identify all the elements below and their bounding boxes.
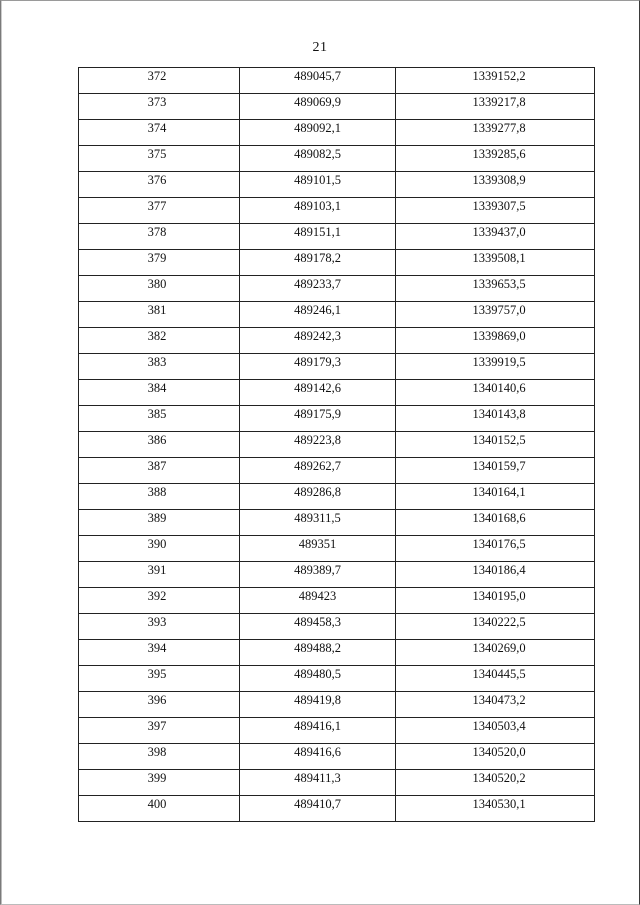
table-row (79, 250, 595, 276)
point-number-cell (79, 250, 240, 276)
y-coordinate-cell (396, 68, 595, 94)
x-coordinate-cell-value: 489311,5 (294, 511, 341, 525)
y-coordinate-cell-value: 1340176,5 (472, 537, 526, 551)
y-coordinate-cell (396, 172, 595, 198)
point-number-cell (79, 146, 240, 172)
y-coordinate-cell-value: 1340164,1 (472, 485, 526, 499)
table-row (79, 458, 595, 484)
point-number-cell-value: 376 (147, 173, 167, 187)
y-coordinate-cell-value: 1339308,9 (472, 173, 526, 187)
y-coordinate-cell-value: 1340473,2 (472, 693, 526, 707)
x-coordinate-cell-value: 489419,8 (294, 693, 341, 707)
x-coordinate-cell-value: 489246,1 (294, 303, 341, 317)
point-number-cell-value: 380 (147, 277, 167, 291)
point-number-cell (79, 588, 240, 614)
y-coordinate-cell (396, 302, 595, 328)
table-row (79, 562, 595, 588)
table-row (79, 692, 595, 718)
table-row (79, 406, 595, 432)
point-number-cell (79, 692, 240, 718)
point-number-cell-value: 400 (147, 797, 167, 811)
x-coordinate-cell-value: 489082,5 (294, 147, 341, 161)
point-number-cell-value: 388 (147, 485, 167, 499)
page-number: 21 (312, 40, 328, 55)
x-coordinate-cell (240, 744, 396, 770)
table-row (79, 744, 595, 770)
table-row (79, 640, 595, 666)
y-coordinate-cell-value: 1340159,7 (472, 459, 526, 473)
point-number-cell-value: 396 (147, 693, 167, 707)
y-coordinate-cell-value: 1339307,5 (472, 199, 526, 213)
point-number-cell-value: 389 (147, 511, 167, 525)
point-number-cell-value: 374 (147, 121, 167, 135)
table-row (79, 224, 595, 250)
y-coordinate-cell-value: 1340168,6 (472, 511, 526, 525)
y-coordinate-cell (396, 198, 595, 224)
table-row (79, 536, 595, 562)
point-number-cell-value: 384 (147, 381, 167, 395)
x-coordinate-cell-value: 489242,3 (294, 329, 341, 343)
x-coordinate-cell (240, 172, 396, 198)
point-number-cell (79, 718, 240, 744)
y-coordinate-cell (396, 796, 595, 822)
point-number-cell (79, 640, 240, 666)
y-coordinate-cell (396, 276, 595, 302)
point-number-cell (79, 510, 240, 536)
x-coordinate-cell-value: 489488,2 (294, 641, 341, 655)
x-coordinate-cell-value: 489416,1 (294, 719, 341, 733)
x-coordinate-cell-value: 489351 (298, 537, 337, 551)
y-coordinate-cell (396, 536, 595, 562)
x-coordinate-cell (240, 484, 396, 510)
x-coordinate-cell (240, 588, 396, 614)
y-coordinate-cell (396, 146, 595, 172)
x-coordinate-cell-value: 489411,3 (294, 771, 341, 785)
table-row (79, 588, 595, 614)
x-coordinate-cell (240, 68, 396, 94)
x-coordinate-cell-value: 489045,7 (294, 69, 341, 83)
x-coordinate-cell-value: 489069,9 (294, 95, 341, 109)
point-number-cell (79, 536, 240, 562)
point-number-cell-value: 385 (147, 407, 167, 421)
x-coordinate-cell-value: 489142,6 (294, 381, 341, 395)
y-coordinate-cell (396, 406, 595, 432)
point-number-cell (79, 484, 240, 510)
table-row (79, 302, 595, 328)
x-coordinate-cell-value: 489458,3 (294, 615, 341, 629)
y-coordinate-cell (396, 588, 595, 614)
point-number-cell (79, 198, 240, 224)
y-coordinate-cell-value: 1339285,6 (472, 147, 526, 161)
point-number-cell-value: 387 (147, 459, 167, 473)
point-number-cell-value: 392 (147, 589, 167, 603)
y-coordinate-cell (396, 510, 595, 536)
y-coordinate-cell-value: 1339869,0 (472, 329, 526, 343)
x-coordinate-cell (240, 562, 396, 588)
y-coordinate-cell-value: 1340143,8 (472, 407, 526, 421)
x-coordinate-cell (240, 458, 396, 484)
point-number-cell (79, 796, 240, 822)
y-coordinate-cell-value: 1340445,5 (472, 667, 526, 681)
point-number-cell (79, 120, 240, 146)
point-number-cell (79, 94, 240, 120)
point-number-cell (79, 406, 240, 432)
point-number-cell (79, 224, 240, 250)
x-coordinate-cell (240, 692, 396, 718)
y-coordinate-cell-value: 1340269,0 (472, 641, 526, 655)
x-coordinate-cell (240, 224, 396, 250)
point-number-cell (79, 380, 240, 406)
table-row (79, 718, 595, 744)
table-row (79, 666, 595, 692)
y-coordinate-cell-value: 1339919,5 (472, 355, 526, 369)
y-coordinate-cell-value: 1339757,0 (472, 303, 526, 317)
point-number-cell-value: 381 (147, 303, 167, 317)
x-coordinate-cell (240, 796, 396, 822)
x-coordinate-cell-value: 489179,3 (294, 355, 341, 369)
table-row (79, 146, 595, 172)
point-number-cell-value: 383 (147, 355, 167, 369)
table-row (79, 94, 595, 120)
point-number-cell (79, 666, 240, 692)
x-coordinate-cell-value: 489410,7 (294, 797, 341, 811)
point-number-cell-value: 399 (147, 771, 167, 785)
x-coordinate-cell (240, 640, 396, 666)
x-coordinate-cell (240, 666, 396, 692)
point-number-cell-value: 391 (147, 563, 167, 577)
point-number-cell (79, 770, 240, 796)
x-coordinate-cell-value: 489151,1 (294, 225, 341, 239)
x-coordinate-cell (240, 432, 396, 458)
y-coordinate-cell-value: 1339437,0 (472, 225, 526, 239)
table-row (79, 328, 595, 354)
point-number-cell-value: 373 (147, 95, 167, 109)
x-coordinate-cell-value: 489178,2 (294, 251, 341, 265)
table-row (79, 614, 595, 640)
y-coordinate-cell (396, 328, 595, 354)
x-coordinate-cell (240, 328, 396, 354)
y-coordinate-cell (396, 224, 595, 250)
table-row (79, 770, 595, 796)
y-coordinate-cell (396, 692, 595, 718)
x-coordinate-cell (240, 536, 396, 562)
x-coordinate-cell-value: 489389,7 (294, 563, 341, 577)
point-number-cell (79, 276, 240, 302)
point-number-cell-value: 394 (147, 641, 167, 655)
y-coordinate-cell (396, 354, 595, 380)
x-coordinate-cell (240, 354, 396, 380)
point-number-cell (79, 614, 240, 640)
point-number-cell-value: 398 (147, 745, 167, 759)
x-coordinate-cell (240, 510, 396, 536)
y-coordinate-cell-value: 1339152,2 (472, 69, 526, 83)
y-coordinate-cell (396, 770, 595, 796)
point-number-cell-value: 379 (147, 251, 167, 265)
x-coordinate-cell-value: 489286,8 (294, 485, 341, 499)
point-number-cell-value: 397 (147, 719, 167, 733)
table-row (79, 198, 595, 224)
x-coordinate-cell-value: 489103,1 (294, 199, 341, 213)
x-coordinate-cell (240, 250, 396, 276)
table-row (79, 432, 595, 458)
y-coordinate-cell-value: 1340186,4 (472, 563, 526, 577)
x-coordinate-cell-value: 489423 (298, 589, 337, 603)
y-coordinate-cell-value: 1340222,5 (472, 615, 526, 629)
y-coordinate-cell-value: 1339277,8 (472, 121, 526, 135)
y-coordinate-cell-value: 1339508,1 (472, 251, 526, 265)
y-coordinate-cell (396, 94, 595, 120)
point-number-cell-value: 378 (147, 225, 167, 239)
y-coordinate-cell-value: 1339653,5 (472, 277, 526, 291)
x-coordinate-cell (240, 406, 396, 432)
table-row (79, 380, 595, 406)
x-coordinate-cell-value: 489175,9 (294, 407, 341, 421)
table-row (79, 120, 595, 146)
table-row (79, 172, 595, 198)
y-coordinate-cell-value: 1340152,5 (472, 433, 526, 447)
x-coordinate-cell (240, 198, 396, 224)
coordinates-table-body (79, 68, 595, 822)
point-number-cell-value: 395 (147, 667, 167, 681)
point-number-cell (79, 458, 240, 484)
y-coordinate-cell (396, 458, 595, 484)
y-coordinate-cell (396, 380, 595, 406)
point-number-cell (79, 744, 240, 770)
y-coordinate-cell (396, 562, 595, 588)
point-number-cell-value: 393 (147, 615, 167, 629)
y-coordinate-cell (396, 484, 595, 510)
y-coordinate-cell-value: 1340530,1 (472, 797, 526, 811)
x-coordinate-cell (240, 120, 396, 146)
table-row (79, 510, 595, 536)
point-number-cell (79, 302, 240, 328)
point-number-cell (79, 562, 240, 588)
x-coordinate-cell-value: 489416,6 (294, 745, 341, 759)
x-coordinate-cell-value: 489233,7 (294, 277, 341, 291)
table-row (79, 354, 595, 380)
point-number-cell-value: 372 (147, 69, 167, 83)
y-coordinate-cell (396, 120, 595, 146)
x-coordinate-cell (240, 302, 396, 328)
point-number-cell (79, 432, 240, 458)
y-coordinate-cell (396, 744, 595, 770)
x-coordinate-cell (240, 718, 396, 744)
point-number-cell (79, 172, 240, 198)
x-coordinate-cell (240, 276, 396, 302)
y-coordinate-cell (396, 250, 595, 276)
point-number-cell-value: 382 (147, 329, 167, 343)
point-number-cell (79, 328, 240, 354)
coordinates-table (78, 67, 595, 822)
y-coordinate-cell (396, 718, 595, 744)
y-coordinate-cell (396, 432, 595, 458)
y-coordinate-cell-value: 1339217,8 (472, 95, 526, 109)
x-coordinate-cell (240, 770, 396, 796)
y-coordinate-cell-value: 1340520,2 (472, 771, 526, 785)
point-number-cell-value: 390 (147, 537, 167, 551)
x-coordinate-cell (240, 614, 396, 640)
y-coordinate-cell (396, 640, 595, 666)
table-row (79, 68, 595, 94)
x-coordinate-cell (240, 94, 396, 120)
x-coordinate-cell-value: 489262,7 (294, 459, 341, 473)
x-coordinate-cell-value: 489480,5 (294, 667, 341, 681)
table-row (79, 796, 595, 822)
point-number-cell-value: 386 (147, 433, 167, 447)
point-number-cell (79, 354, 240, 380)
y-coordinate-cell-value: 1340503,4 (472, 719, 526, 733)
y-coordinate-cell-value: 1340140,6 (472, 381, 526, 395)
x-coordinate-cell (240, 380, 396, 406)
x-coordinate-cell (240, 146, 396, 172)
y-coordinate-cell (396, 666, 595, 692)
y-coordinate-cell-value: 1340195,0 (472, 589, 526, 603)
table-row (79, 484, 595, 510)
y-coordinate-cell (396, 614, 595, 640)
x-coordinate-cell-value: 489101,5 (294, 173, 341, 187)
x-coordinate-cell-value: 489223,8 (294, 433, 341, 447)
point-number-cell (79, 68, 240, 94)
point-number-cell-value: 377 (147, 199, 167, 213)
y-coordinate-cell-value: 1340520,0 (472, 745, 526, 759)
point-number-cell-value: 375 (147, 147, 167, 161)
x-coordinate-cell-value: 489092,1 (294, 121, 341, 135)
table-row (79, 276, 595, 302)
